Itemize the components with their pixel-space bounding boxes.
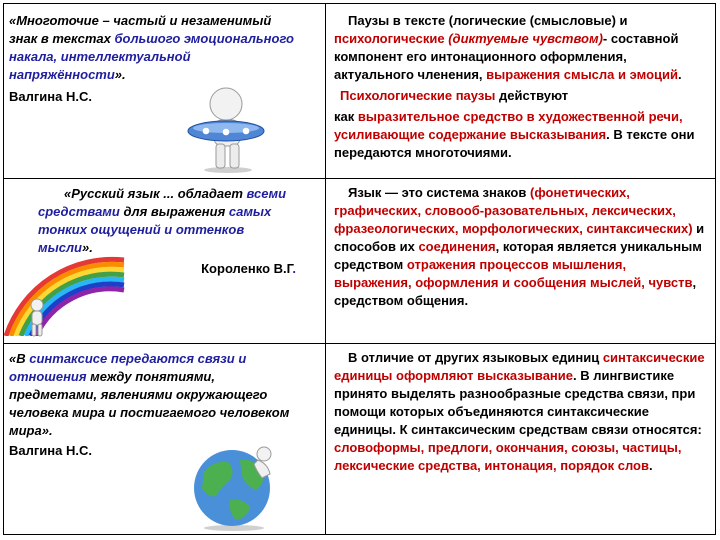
red-term: выражения смысла и эмоций (486, 67, 678, 82)
red-term: психологические (334, 31, 449, 46)
globe-illustration (186, 440, 286, 532)
text-fragment: как (334, 109, 358, 124)
red-term: Психологические паузы (340, 88, 496, 103)
red-term: словоформы, предлоги, окончания, союзы, частицы, лексические средства, интонация, порядок слов (334, 440, 682, 473)
red-term: (диктуемые чувством) (448, 31, 603, 46)
column-divider (325, 4, 326, 534)
quote-author: Валгина Н.С. (9, 89, 92, 104)
red-term: соединения (418, 239, 496, 254)
red-term: выразительное средство в художественной речи, усиливающие содержание высказывания (334, 109, 683, 142)
row-divider (4, 178, 715, 179)
text-fragment: В отличие от других языковых единиц (348, 350, 603, 365)
quote-text: «Многоточие – частый и незаменимый знак в текстах (9, 13, 272, 46)
text-fragment: действуют (495, 88, 569, 103)
quote-author: Валгина Н.С. (9, 443, 92, 458)
quote-author: Короленко В.Г (201, 261, 293, 276)
text-fragment: Язык — это система знаков (348, 185, 530, 200)
quote-highlight: самых тонких ощущений и оттенков мысли (38, 204, 272, 255)
text-fragment: - составной компонент его интонационного оформления, актуального членения, (334, 31, 679, 82)
quote-highlight: синтаксисе передаются связи и отношения (9, 351, 247, 384)
quote-text: ». (81, 240, 93, 255)
thinking-figure-icon (24, 298, 50, 338)
text-fragment: , средством общения. (334, 275, 697, 308)
quote-text: «Русский язык ... обладает (64, 186, 247, 201)
quote-author-dot: . (292, 261, 296, 276)
text-fragment: . В тексте они передаются многоточиями. (334, 127, 695, 160)
quote-highlight: всеми средствами (38, 186, 287, 219)
text-fragment: . (678, 67, 682, 82)
quote-text: для выражения (119, 204, 229, 219)
text-fragment: , которая является уникальным средством (334, 239, 702, 272)
quote-text: между понятиями, предметами, явлениями окружающего человека мира и постигаемого человеком мира». (9, 369, 290, 438)
red-term: синтаксические единицы оформляют высказывание (334, 350, 705, 383)
row-divider (4, 343, 715, 344)
figure-with-ellipsis-illustration (176, 86, 276, 174)
pauses-explanation (334, 12, 706, 162)
language-system-explanation (334, 184, 706, 310)
red-term: (фонетических, графических, словооб-разовательных, лексических, фразеологических, морфологических, синтаксических) (334, 185, 693, 236)
syntax-units-explanation (334, 349, 706, 475)
quote-highlight: большого эмоционального накала, интеллектуальной напряжённости (9, 31, 294, 82)
red-term: отражения процессов мышления, выражения, оформления и сообщения мыслей, чувств (334, 257, 693, 290)
quote-text: «В (9, 351, 30, 366)
text-fragment: . В лингвистике принято выделять разнообразные средства связи, при помощи которых объединяются синтаксические единицы. К синтаксическим средствам связи относятся: (334, 368, 702, 437)
quote-text: ». (114, 67, 126, 82)
text-fragment: и способов их (334, 221, 705, 254)
text-fragment: Паузы в тексте (логические (смысловые) и (348, 13, 628, 28)
text-fragment: . (648, 458, 653, 473)
